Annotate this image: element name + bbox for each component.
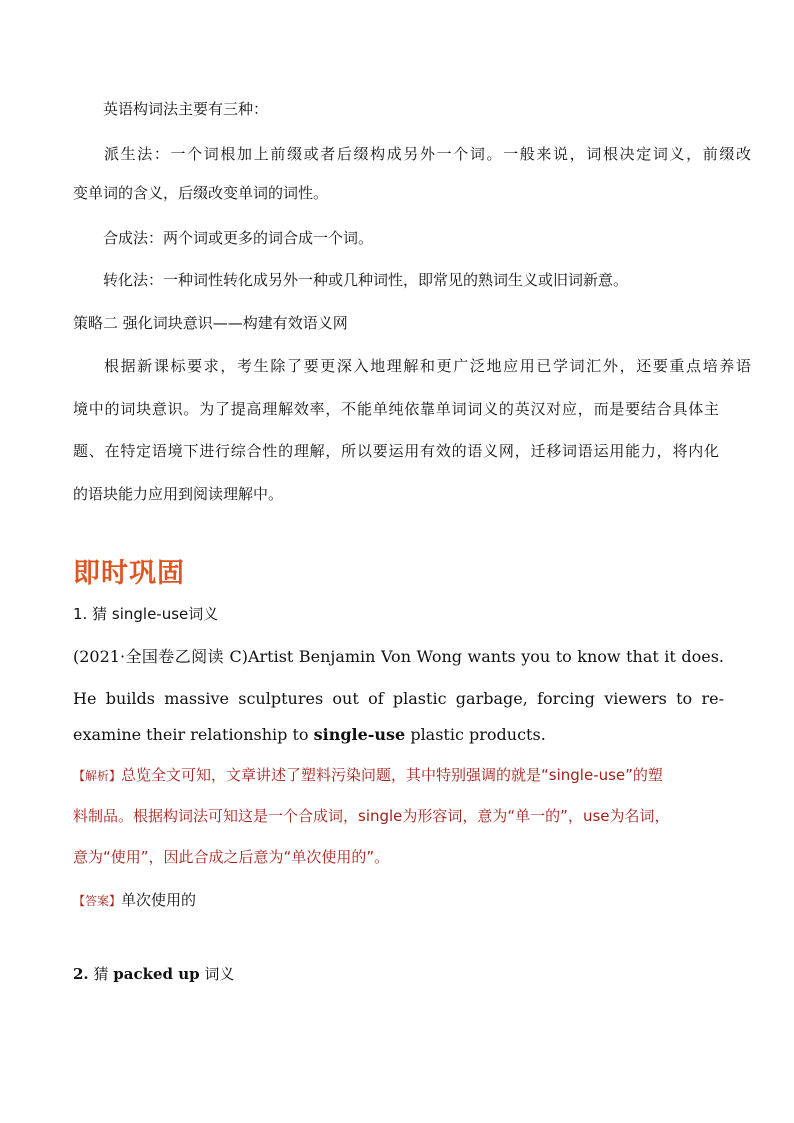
strategy-para-line-4: 的语块能力应用到阅读理解中。: [73, 485, 284, 503]
q1-passage-line-3-before: examine their relationship to: [73, 725, 314, 744]
q2-term: packed up: [113, 965, 200, 983]
compounding-line: 合成法：两个词或更多的词合成一个词。: [103, 229, 374, 247]
conversion-line: 转化法：一种词性转化成另外一种或几种词性，即常见的熟词生义或旧词新意。: [103, 271, 629, 289]
q1-analysis-line-3: 意为“使用”，因此合成之后意为“单次使用的”。: [73, 848, 390, 866]
practice-section-title: 即时巩固: [73, 558, 185, 589]
q1-answer-tag: 【答案】: [73, 894, 122, 908]
q1-analysis-text-1: 总览全文可知，文章讲述了塑料污染问题，其中特别强调的就是“single-use”的塑: [121, 766, 663, 784]
q1-analysis-line-1: [73, 765, 663, 786]
q1-prefix: 猜: [92, 605, 108, 623]
q1-passage-line-1: (2021·全国卷乙阅读 C)Artist Benjamin Von Wong wants you to know that it does.: [73, 647, 724, 666]
derivation-line-1: 派生法：一个词根加上前缀或者后缀构成另外一个词。一般来说，词根决定词义，前缀改: [104, 145, 751, 163]
q1-number: 1.: [73, 605, 88, 623]
q2-suffix: 词义: [204, 965, 235, 983]
q1-title: [73, 604, 218, 624]
word-formation-title: 英语构词法主要有三种：: [103, 100, 269, 118]
q1-passage-line-2: He builds massive sculptures out of plastic garbage, forcing viewers to re-: [73, 689, 724, 708]
strategy-para-line-1: 根据新课标要求，考生除了要更深入地理解和更广泛地应用已学词汇外，还要重点培养语: [104, 357, 751, 375]
q1-passage-line-3-after: plastic products.: [405, 725, 546, 744]
q1-term: single-use: [111, 605, 189, 623]
strategy-para-line-2: 境中的词块意识。为了提高理解效率，不能单纯依靠单词词义的英汉对应，而是要结合具体主: [73, 400, 719, 418]
q1-answer-text: 单次使用的: [121, 891, 197, 909]
q1-passage-bold-term: single-use: [313, 725, 406, 744]
strategy-para-line-3: 题、在特定语境下进行综合性的理解，所以要运用有效的语义网，迁移词语运用能力，将内化: [73, 442, 719, 460]
q2-title: [73, 964, 234, 984]
q2-prefix: 猜: [93, 965, 109, 983]
q1-passage-line-3: [73, 725, 546, 745]
q1-analysis-line-2: 料制品。根据构词法可知这是一个合成词，single为形容词，意为“单一的”，use为名词，: [73, 807, 670, 825]
q1-answer: [73, 890, 196, 911]
q1-analysis-tag: 【解析】: [73, 769, 122, 783]
derivation-line-2: 变单词的含义，后缀改变单词的词性。: [73, 184, 329, 202]
strategy-heading: 策略二 强化词块意识——构建有效语义网: [73, 314, 348, 332]
q1-suffix: 词义: [188, 605, 219, 623]
q2-number: 2.: [73, 965, 89, 983]
